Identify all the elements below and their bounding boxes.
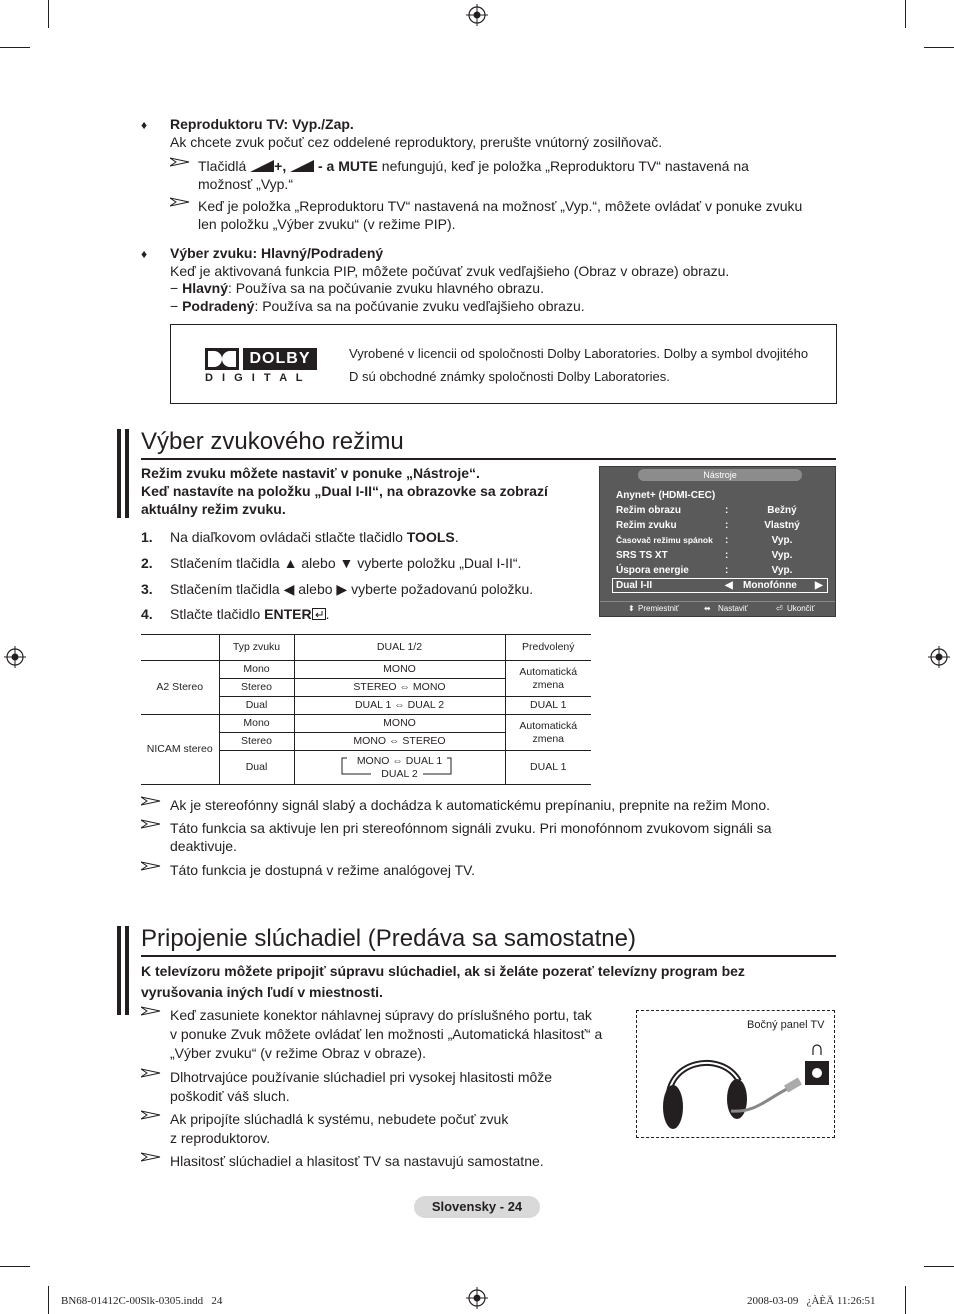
table-cell: Dual xyxy=(219,697,294,715)
note-text: Táto funkcia sa aktivuje len pri stereofónnom signáli zvuku. Pri monofónnom zvukovom signáli sa xyxy=(170,820,772,836)
note-text: „Výber zvuku“ (v režime Obraz v obraze). xyxy=(170,1045,426,1061)
section-rule xyxy=(141,955,836,957)
footer-file: BN68-01412C-00Slk-0305.indd 24 xyxy=(61,1295,223,1307)
item1-text: : Používa sa na počúvanie zvuku hlavného obrazu. xyxy=(228,280,544,296)
step-number: 4. xyxy=(141,606,153,622)
right-arrow-icon[interactable]: ▶ xyxy=(815,580,823,591)
osd-row-key: Režim obrazu xyxy=(616,505,682,516)
note1-mute: MUTE xyxy=(338,158,378,174)
crop-mark xyxy=(48,0,49,28)
dolby-sub: D I G I T A L xyxy=(205,372,306,384)
table-cell-default: DUAL 1 xyxy=(505,697,591,715)
vyber-zvuku-item2: − Podradený: Používa sa na počúvanie zvuku vedľajšieho obrazu. xyxy=(170,298,585,314)
section2-intro1: K televízoru môžete pripojiť súpravu slúchadiel, ak si želáte pozerať televízny program bez xyxy=(141,963,745,979)
osd-footer xyxy=(600,601,835,616)
section2-intro2: vyrušovania iných ľudí v miestnosti. xyxy=(141,984,383,1000)
section-rule xyxy=(141,458,836,460)
table-cell: MONO xyxy=(294,661,505,679)
table-cell-system: A2 Stereo xyxy=(141,661,219,715)
table-cell: MONO ⇔ STEREO xyxy=(294,733,505,751)
registration-mark-icon xyxy=(466,4,488,26)
dolby-line2: D sú obchodné známky spoločnosti Dolby Laboratories. xyxy=(349,369,670,384)
step1-key: TOOLS xyxy=(406,529,455,545)
osd-row-colon: : xyxy=(725,520,729,531)
item2-bold: Podradený xyxy=(182,298,255,314)
section-bar xyxy=(117,926,121,1015)
table-cell: Mono xyxy=(219,715,294,733)
note-text: Ak pripojíte slúchadlá k systému, nebudete počuť zvuk xyxy=(170,1111,509,1127)
exit-icon: ⏎ xyxy=(776,604,783,613)
table-header: Predvolený xyxy=(505,635,591,661)
note-arrow-icon xyxy=(141,1152,161,1162)
osd-foot-exit: Ukončiť xyxy=(787,604,815,613)
item1-bold: Hlavný xyxy=(182,280,228,296)
osd-row-key: Úspora energie xyxy=(616,565,689,576)
table-cell-system: NICAM stereo xyxy=(141,715,219,785)
dolby-word: DOLBY xyxy=(243,348,317,370)
osd-row-colon: : xyxy=(725,550,729,561)
osd-row-value: Vyp. xyxy=(771,535,793,546)
vyber-zvuku-heading: Výber zvuku: Hlavný/Podradený xyxy=(170,245,384,261)
osd-title: Nástroje xyxy=(638,469,802,481)
reproduktor-heading: Reproduktoru TV: Vyp./Zap. xyxy=(170,116,354,132)
note1-c: - a xyxy=(318,158,335,174)
note1-a: Tlačidlá xyxy=(198,158,247,174)
table-header: DUAL 1/2 xyxy=(294,635,505,661)
adjust-icon: ⬌ xyxy=(704,604,711,613)
osd-row-key: Režim zvuku xyxy=(616,520,677,531)
dolby-logo xyxy=(205,348,321,384)
table-cell: Dual xyxy=(219,751,294,785)
table-cell-cycle xyxy=(294,751,505,785)
osd-foot-set: Nastaviť xyxy=(718,604,748,613)
reproduktor-note1-line2: možnosť „Vyp.“ xyxy=(198,176,293,192)
footer-stamp: 2008-03-09 ¿ÀÈÄ 11:26:51 xyxy=(747,1295,876,1307)
step4-pre: Stlačte tlačidlo xyxy=(170,606,265,622)
note1-e: nefungujú, keď je položka „Reproduktoru TV“ nastavená na xyxy=(381,158,749,174)
note-arrow-icon xyxy=(141,861,161,871)
osd-row-key: Anynet+ (HDMI-CEC) xyxy=(616,490,716,501)
osd-row-key: SRS TS XT xyxy=(616,550,668,561)
osd-row-value: Vlastný xyxy=(764,520,800,531)
step4-post: . xyxy=(325,606,330,622)
note-arrow-icon xyxy=(141,796,161,806)
step-text: Stlačením tlačidla ▲ alebo ▼ vyberte položku „Dual I-II“. xyxy=(170,555,522,571)
headphones-icon xyxy=(655,1041,831,1133)
step1-post: . xyxy=(454,529,459,545)
note-arrow-icon xyxy=(141,1110,161,1120)
osd-row[interactable] xyxy=(616,563,828,578)
left-arrow-icon[interactable]: ◀ xyxy=(725,580,733,591)
reproduktor-text: Ak chcete zvuk počuť cez oddelené reproduktory, prerušte vnútorný zosilňovač. xyxy=(170,134,663,150)
cycle-line2: DUAL 2 xyxy=(381,767,418,780)
section-bar xyxy=(117,429,121,518)
osd-row-selected[interactable] xyxy=(612,578,828,593)
table-cell: Stereo xyxy=(219,733,294,751)
table-cell-default xyxy=(505,661,591,697)
osd-row-key: Časovač režimu spánok xyxy=(616,535,713,545)
crop-mark xyxy=(924,47,954,48)
osd-foot-move: Premiestniť xyxy=(638,604,679,613)
step1-pre: Na diaľkovom ovládači stlačte tlačidlo xyxy=(170,529,407,545)
volume-icon xyxy=(250,160,274,172)
section1-intro2: Keď nastavíte na položku „Dual I-II“, na obrazovke sa zobrazí xyxy=(141,483,548,499)
note-text: Hlasitosť slúchadiel a hlasitosť TV sa nastavujú samostatne. xyxy=(170,1153,544,1169)
osd-row-value: Vyp. xyxy=(771,565,793,576)
crop-mark xyxy=(0,47,30,48)
crop-mark xyxy=(0,1266,30,1267)
auto-line1: Automatická xyxy=(519,665,578,678)
osd-row-colon: : xyxy=(725,565,729,576)
bullet-icon: ♦ xyxy=(141,247,148,261)
osd-row-colon: : xyxy=(725,505,729,516)
table-cell-default xyxy=(505,715,591,751)
tools-menu-osd xyxy=(599,466,836,617)
bullet-icon: ♦ xyxy=(141,118,148,132)
auto-line1: Automatická xyxy=(519,719,578,732)
step4-key: ENTER xyxy=(264,606,312,622)
osd-row[interactable] xyxy=(616,518,828,533)
note-arrow-icon xyxy=(141,1006,161,1016)
step-text xyxy=(170,605,330,623)
reproduktor-note1 xyxy=(198,157,749,175)
step-number: 2. xyxy=(141,555,153,571)
table-header: Typ zvuku xyxy=(219,635,294,661)
note-text: Ak je stereofónny signál slabý a dochádza k automatickému prepínaniu, prepnite na režim Mono. xyxy=(170,797,771,813)
auto-line2: zmena xyxy=(532,732,564,745)
section-title: Výber zvukového režimu xyxy=(141,428,404,455)
double-d-icon xyxy=(205,348,239,370)
registration-mark-icon xyxy=(4,646,26,668)
note1-b: +, xyxy=(274,158,287,174)
section-title: Pripojenie slúchadiel (Predáva sa samostatne) xyxy=(141,925,636,952)
auto-line2: zmena xyxy=(532,678,564,691)
table-cell: DUAL 1 ⇔ DUAL 2 xyxy=(294,697,505,715)
vyber-zvuku-text: Keď je aktivovaná funkcia PIP, môžete počúvať zvuk vedľajšieho (Obraz v obraze) obrazu. xyxy=(170,263,730,279)
crop-mark xyxy=(924,1266,954,1267)
crop-mark xyxy=(48,1286,49,1314)
section-bar xyxy=(125,926,129,1015)
note-text: deaktivuje. xyxy=(170,838,237,854)
dolby-line1: Vyrobené v licencii od spoločnosti Dolby Laboratories. Dolby a symbol dvojitého xyxy=(349,346,809,361)
cycle-line1: MONO ⇔ DUAL 1 xyxy=(356,754,443,767)
table-corner xyxy=(141,635,219,661)
table-cell: MONO xyxy=(294,715,505,733)
registration-mark-icon xyxy=(466,1287,488,1309)
note-arrow-icon xyxy=(141,1068,161,1078)
note-arrow-icon xyxy=(141,819,161,829)
osd-sel-value: Monofónne xyxy=(743,580,797,591)
osd-row-colon: : xyxy=(725,535,729,546)
crop-mark xyxy=(905,0,906,28)
panel-label: Bočný panel TV xyxy=(747,1019,825,1031)
osd-row[interactable] xyxy=(616,488,828,503)
vyber-zvuku-item1: − Hlavný: Používa sa na počúvanie zvuku hlavného obrazu. xyxy=(170,280,544,296)
note-text: Táto funkcia je dostupná v režime analógovej TV. xyxy=(170,862,476,878)
section1-intro3: aktuálny režim zvuku. xyxy=(141,501,286,517)
note-text: Keď zasuniete konektor náhlavnej súpravy do príslušného portu, tak xyxy=(170,1007,592,1023)
step-text xyxy=(170,528,459,546)
step-text: Stlačením tlačidla ◀ alebo ▶ vyberte požadovanú položku. xyxy=(170,581,534,597)
step-number: 1. xyxy=(141,529,153,545)
table-cell-default: DUAL 1 xyxy=(505,751,591,785)
note-text: Dlhotrvajúce používanie slúchadiel pri vysokej hlasitosti môže xyxy=(170,1069,553,1085)
osd-sel-key: Dual I-II xyxy=(616,580,653,591)
reproduktor-note2-line2: len položku „Výber zvuku“ (v režime PIP). xyxy=(198,216,456,232)
table-cell: STEREO ⇔ MONO xyxy=(294,679,505,697)
osd-row[interactable] xyxy=(616,503,828,518)
note-text: v ponuke Zvuk môžete ovládať len možnosti „Automatická hlasitosť“ a xyxy=(170,1026,603,1042)
headphone-illustration-box xyxy=(636,1010,835,1138)
osd-row[interactable] xyxy=(616,548,828,563)
table-cell: Stereo xyxy=(219,679,294,697)
note-text: poškodiť váš sluch. xyxy=(170,1088,290,1104)
osd-row[interactable] xyxy=(616,533,828,548)
cycle-bracket-icon xyxy=(341,756,453,778)
note-arrow-icon xyxy=(170,197,190,207)
move-icon: ⬍ xyxy=(628,604,635,613)
dolby-notice-box xyxy=(170,324,837,404)
registration-mark-icon xyxy=(928,646,950,668)
reproduktor-note2-line1: Keď je položka „Reproduktoru TV“ nastavená na možnosť „Vyp.“, môžete ovládať v ponuke zvuku xyxy=(198,198,803,214)
osd-row-value: Vyp. xyxy=(771,550,793,561)
item2-text: : Používa sa na počúvanie zvuku vedľajšieho obrazu. xyxy=(254,298,585,314)
section1-intro1: Režim zvuku môžete nastaviť v ponuke „Nástroje“. xyxy=(141,465,480,481)
note-arrow-icon xyxy=(170,157,190,167)
osd-row-value: Bežný xyxy=(767,505,797,516)
table-cell: Mono xyxy=(219,661,294,679)
note-text: z reproduktorov. xyxy=(170,1130,271,1146)
section-bar xyxy=(125,429,129,518)
enter-icon xyxy=(312,608,326,620)
page-number-badge: Slovensky - 24 xyxy=(414,1196,540,1218)
step-number: 3. xyxy=(141,581,153,597)
volume-icon xyxy=(290,160,314,172)
crop-mark xyxy=(905,1286,906,1314)
dual-mode-table xyxy=(141,634,591,785)
